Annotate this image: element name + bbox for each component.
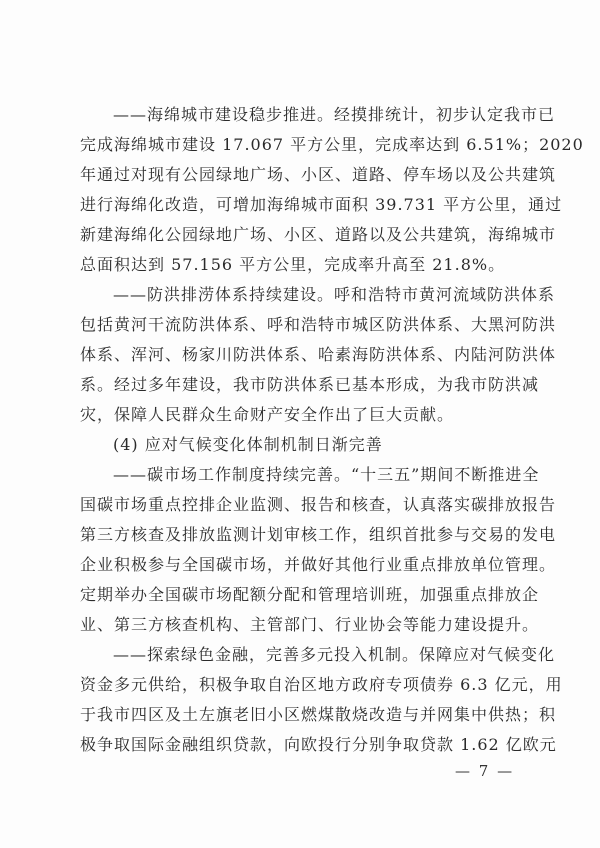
text-line: 年通过对现有公园绿地广场、小区、道路、停车场以及公共建筑 <box>80 165 557 184</box>
text-line: 定期举办全国碳市场配额分配和管理培训班，加强重点排放企 <box>80 585 540 604</box>
text-line: ——探索绿色金融，完善多元投入机制。保障应对气候变化 <box>113 645 556 664</box>
text-line: 极争取国际金融组织贷款，向欧投行分别争取贷款 1.62 亿欧元 <box>80 735 557 754</box>
page-number: — 7 — <box>455 762 515 780</box>
text-line: 总面积达到 57.156 平方公里，完成率升高至 21.8%。 <box>80 255 506 274</box>
text-line: 资金多元供给，积极争取自治区地方政府专项债券 6.3 亿元，用 <box>80 675 563 694</box>
text-line: 体系、浑河、杨家川防洪体系、哈素海防洪体系、内陆河防洪体 <box>80 345 557 364</box>
text-line: 包括黄河干流防洪体系、呼和浩特市城区防洪体系、大黑河防洪 <box>80 315 557 334</box>
text-line: 进行海绵化改造，可增加海绵城市面积 39.731 平方公里，通过 <box>80 195 563 214</box>
text-line: 灾，保障人民群众生命财产安全作出了巨大贡献。 <box>80 405 455 424</box>
text-line: ——防洪排涝体系持续建设。呼和浩特市黄河流域防洪体系 <box>113 285 556 304</box>
text-line: 完成海绵城市建设 17.067 平方公里，完成率达到 6.51%；2020 <box>80 135 584 154</box>
text-line: 新建海绵化公园绿地广场、小区、道路以及公共建筑，海绵城市 <box>80 225 557 244</box>
text-line: 企业积极参与全国碳市场，并做好其他行业重点排放单位管理。 <box>80 555 557 574</box>
text-line: ——海绵城市建设稳步推进。经摸排统计，初步认定我市已 <box>113 105 556 124</box>
text-line: 国碳市场重点控排企业监测、报告和核查，认真落实碳排放报告 <box>80 495 557 514</box>
text-line: ——碳市场工作制度持续完善。“十三五”期间不断推进全 <box>113 465 540 484</box>
text-line: 于我市四区及土左旗老旧小区燃煤散烧改造与并网集中供热；积 <box>80 705 557 724</box>
text-line: 系。经过多年建设，我市防洪体系已基本形成，为我市防洪减 <box>80 375 540 394</box>
section-heading: (4) 应对气候变化体制机制日渐完善 <box>113 435 383 454</box>
text-line: 业、第三方核查机构、主管部门、行业协会等能力建设提升。 <box>80 615 540 634</box>
text-line: 第三方核查及排放监测计划审核工作，组织首批参与交易的发电 <box>80 525 557 544</box>
